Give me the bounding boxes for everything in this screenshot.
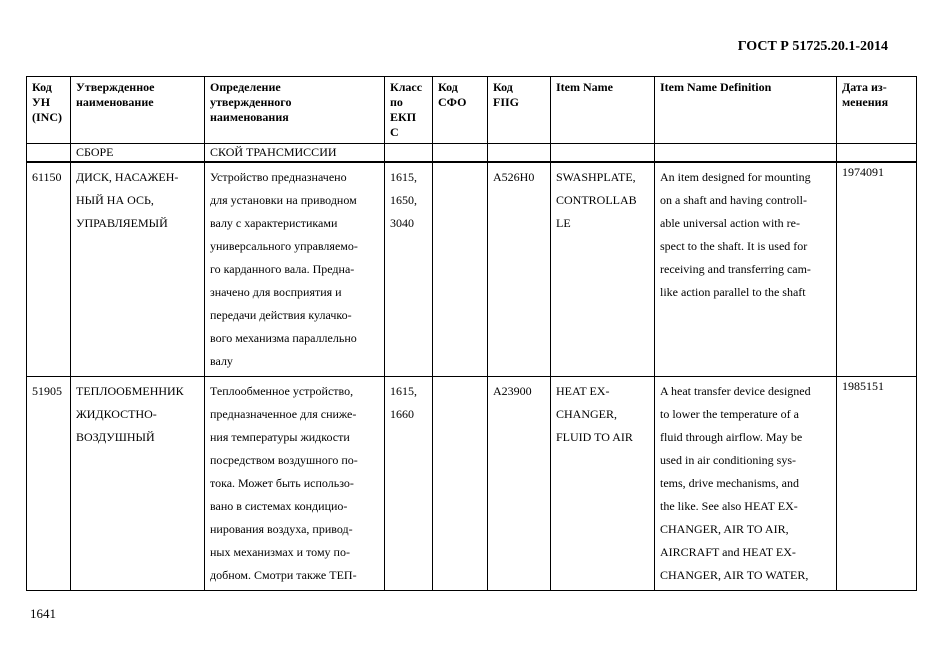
- table-cell: [385, 144, 433, 163]
- col-header-sfo: Код СФО: [433, 77, 488, 144]
- col-header-approved-name: Утвержденное наименование: [71, 77, 205, 144]
- cell-date: 1974091: [837, 162, 917, 377]
- col-header-fiig: Код FIIG: [488, 77, 551, 144]
- table-cell: [433, 144, 488, 163]
- table-cell: [551, 144, 655, 163]
- table-cell: [837, 144, 917, 163]
- col-header-inc: Код УН (INC): [27, 77, 71, 144]
- cell-date: 1985151: [837, 377, 917, 591]
- table-cell: [655, 144, 837, 163]
- cell-definition: Устройство предназначено для установки на приводном валу с характеристиками универсального управляемо- го карданного вала. Предна- значено для восприятия и передачи действия кулачко- вого механизма параллельно валу: [205, 162, 385, 377]
- col-header-date: Дата из- менения: [837, 77, 917, 144]
- cell-item-def: An item designed for mounting on a shaft and having controll- able universal action with re- spect to the shaft. It is used for receiving and transferring cam- like action parallel to the shaft: [655, 162, 837, 377]
- cell-definition: Теплообменное устройство, предназначенное для сниже- ния температуры жидкости посредством воздушного по- тока. Может быть использо- вано в системах кондицио- нирования воздуха, привод- ных механизмах и тому по- добном. Смотри также ТЕП-: [205, 377, 385, 591]
- cell-fiig: A526H0: [488, 162, 551, 377]
- col-header-item-def: Item Name Definition: [655, 77, 837, 144]
- nomenclature-table: [26, 76, 917, 591]
- continuation-row: [27, 144, 917, 163]
- cell-approved-name: ДИСК, НАСАЖЕН- НЫЙ НА ОСЬ, УПРАВЛЯЕМЫЙ: [71, 162, 205, 377]
- cell-inc: 51905: [27, 377, 71, 591]
- cell-sfo: [433, 162, 488, 377]
- document-code: ГОСТ Р 51725.20.1-2014: [737, 39, 888, 54]
- cell-item-name: SWASHPLATE, CONTROLLAB LE: [551, 162, 655, 377]
- cell-class: 1615, 1650, 3040: [385, 162, 433, 377]
- table-row: [27, 377, 917, 591]
- cell-inc: 61150: [27, 162, 71, 377]
- table-header-row: [27, 77, 917, 144]
- col-header-item-name: Item Name: [551, 77, 655, 144]
- table-row: [27, 162, 917, 377]
- table-cell: СКОЙ ТРАНСМИССИИ: [205, 144, 385, 163]
- table-cell: [27, 144, 71, 163]
- cell-class: 1615, 1660: [385, 377, 433, 591]
- cell-sfo: [433, 377, 488, 591]
- col-header-definition: Определение утвержденного наименования: [205, 77, 385, 144]
- table-cell: [488, 144, 551, 163]
- table-cell: СБОРЕ: [71, 144, 205, 163]
- cell-item-def: A heat transfer device designed to lower the temperature of a fluid through airflow. May be used in air conditioning sys- tems, drive mechanisms, and the like. See also HEAT EX- CHANGER, AIR TO AIR, AIRCRAFT and HEAT EX- CHANGER, AIR TO WATER,: [655, 377, 837, 591]
- cell-fiig: A23900: [488, 377, 551, 591]
- col-header-class: Класс по ЕКП С: [385, 77, 433, 144]
- cell-item-name: HEAT EX- CHANGER, FLUID TO AIR: [551, 377, 655, 591]
- page-number: 1641: [30, 606, 56, 621]
- cell-approved-name: ТЕПЛООБМЕННИК ЖИДКОСТНО- ВОЗДУШНЫЙ: [71, 377, 205, 591]
